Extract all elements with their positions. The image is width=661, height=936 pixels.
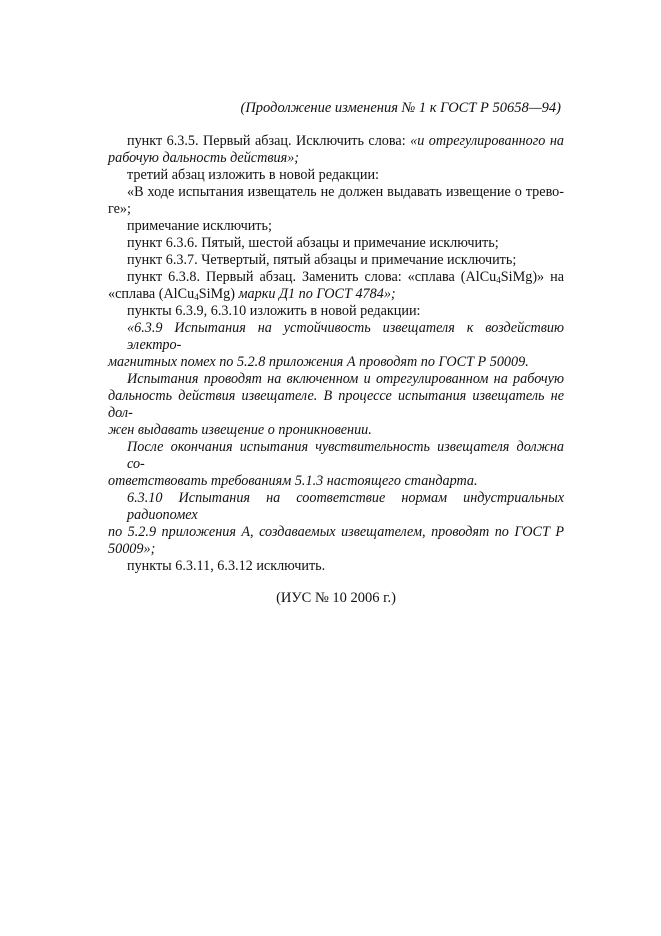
- text-segment: пункт 6.3.5. Первый абзац. Исключить слова:: [127, 133, 411, 149]
- text-segment: примечание исключить;: [127, 218, 272, 234]
- text-line: [108, 422, 564, 439]
- text-line: [108, 218, 564, 235]
- text-segment: пункты 6.3.11, 6.3.12 исключить.: [127, 558, 326, 574]
- text-line: [108, 269, 564, 286]
- italic-text: 6.3.10 Испытания на соответствие нормам индустриальных радиопомех: [127, 490, 564, 523]
- text-line: [108, 235, 564, 252]
- text-line: [108, 167, 564, 184]
- text-segment: пункт 6.3.7. Четвертый, пятый абзацы и примечание исключить;: [127, 252, 517, 268]
- publication-reference: (ИУС № 10 2006 г.): [276, 590, 396, 606]
- text-line: [108, 252, 564, 269]
- document-header: (Продолжение изменения № 1 к ГОСТ Р 50658—94): [240, 100, 561, 116]
- text-line: [108, 303, 564, 320]
- italic-text: «и отрегулированного на: [410, 133, 564, 149]
- italic-text: рабочую дальность действия»;: [108, 150, 300, 166]
- text-segment: пункт 6.3.6. Пятый, шестой абзацы и примечание исключить;: [127, 235, 499, 251]
- italic-text: по 5.2.9 приложения А, создаваемых извещателем, проводят по ГОСТ Р 50009»;: [108, 524, 564, 557]
- text-segment: ге»;: [108, 201, 131, 217]
- text-line: [108, 133, 564, 150]
- text-lines: [108, 133, 564, 575]
- italic-text: Испытания проводят на включенном и отрегулированном на рабочую: [127, 371, 564, 387]
- text-segment: «В ходе испытания извещатель не должен выдавать извещение о трево-: [127, 184, 564, 200]
- text-line: [108, 320, 564, 354]
- text-line: [108, 558, 564, 575]
- text-segment: пункт 6.3.8. Первый абзац. Заменить слова: «сплава (AlCu: [127, 269, 497, 285]
- italic-text: жен выдавать извещение о проникновении.: [108, 422, 372, 438]
- text-line: [108, 286, 564, 303]
- text-line: [108, 490, 564, 524]
- subscript: 4: [194, 292, 199, 302]
- text-line: [108, 439, 564, 473]
- text-segment: «сплава (AlCu: [108, 286, 195, 302]
- italic-text: После окончания испытания чувствительность извещателя должна со-: [127, 439, 564, 472]
- text-line: [108, 184, 564, 201]
- text-line: [108, 354, 564, 371]
- italic-text: магнитных помех по 5.2.8 приложения А проводят по ГОСТ Р 50009.: [108, 354, 529, 370]
- italic-text: ответствовать требованиям 5.1.3 настоящего стандарта.: [108, 473, 478, 489]
- italic-text: дальность действия извещателе. В процессе испытания извещатель не дол-: [108, 388, 564, 421]
- text-line: [108, 201, 564, 218]
- text-line: [108, 473, 564, 490]
- italic-text: марки Д1 по ГОСТ 4784»;: [238, 286, 396, 302]
- text-segment: третий абзац изложить в новой редакции:: [127, 167, 379, 183]
- document-body: [108, 133, 564, 607]
- text-line: [108, 371, 564, 388]
- subscript: 4: [496, 275, 501, 285]
- text-segment: SiMg): [198, 286, 239, 302]
- italic-text: «6.3.9 Испытания на устойчивость извещателя к воздействию электро-: [127, 320, 564, 353]
- text-line: [108, 524, 564, 558]
- text-segment: SiMg)» на: [500, 269, 564, 285]
- text-line: [108, 388, 564, 422]
- text-line: [108, 150, 564, 167]
- text-segment: пункты 6.3.9, 6.3.10 изложить в новой редакции:: [127, 303, 421, 319]
